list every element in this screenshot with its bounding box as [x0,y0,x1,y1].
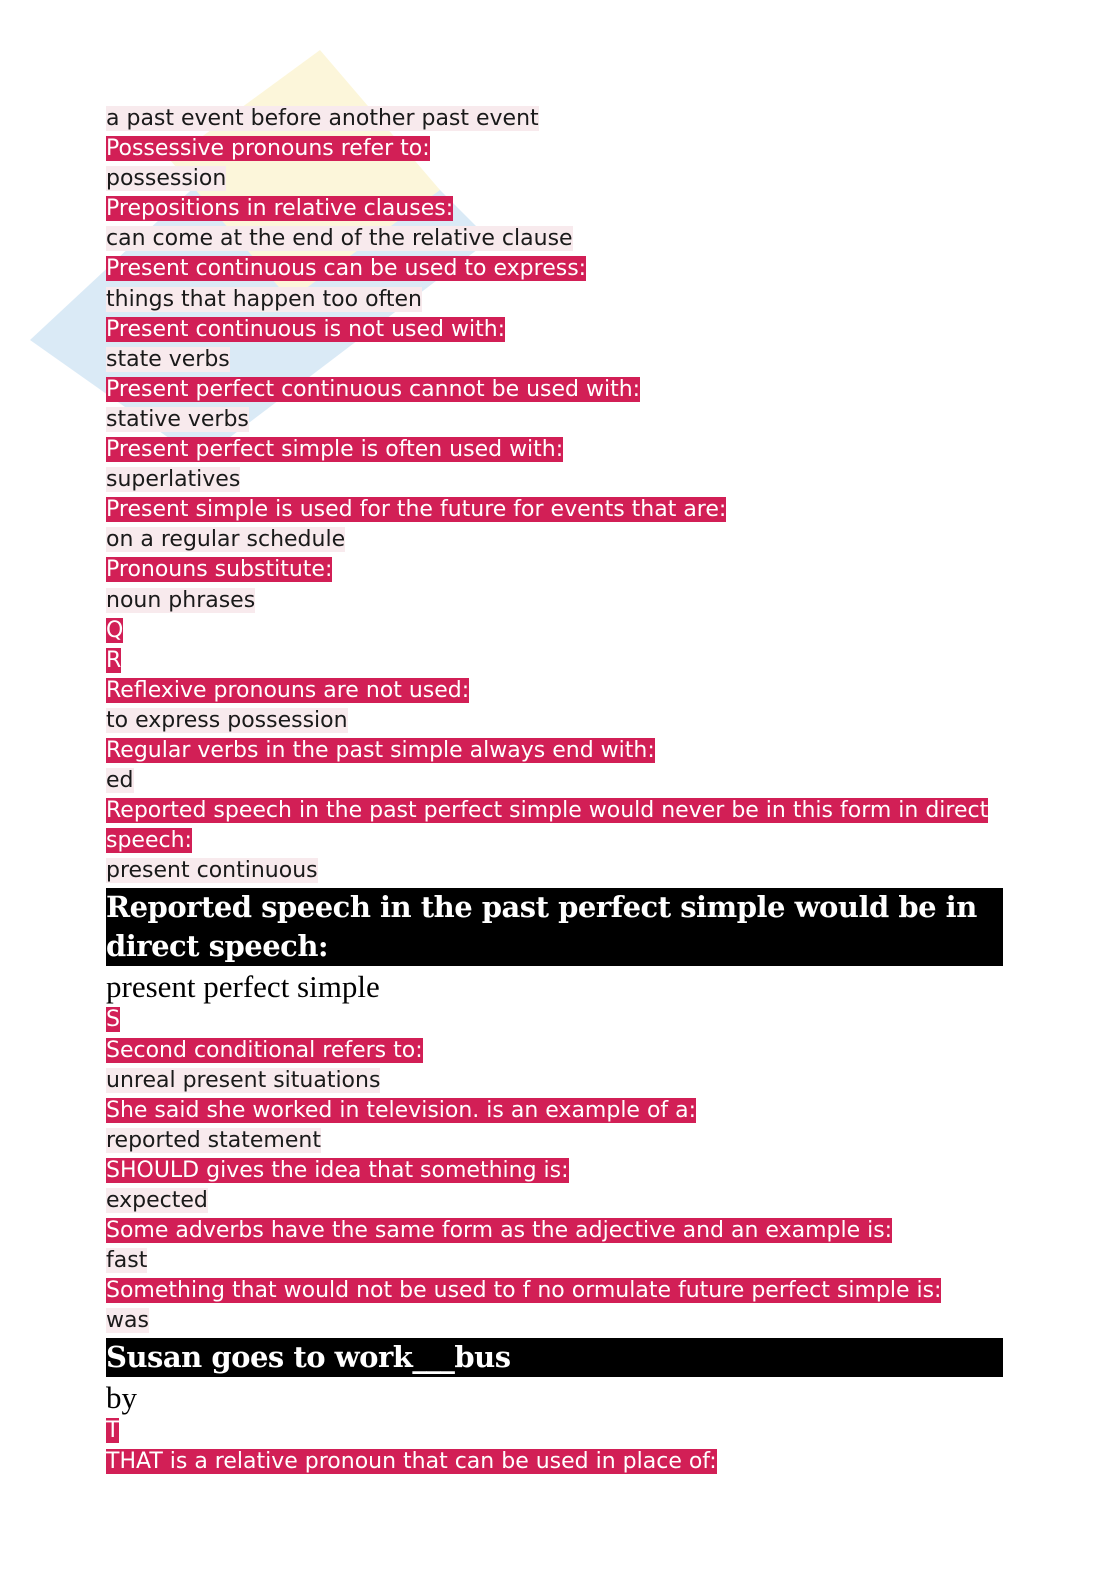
bold-answer-text: by [106,1380,137,1416]
answer-text-row [106,856,1016,886]
question-term: SHOULD gives the idea that something is: [106,1157,569,1183]
question-term: Second conditional refers to: [106,1037,423,1063]
answer-text: can come at the end of the relative clause [106,226,573,252]
answer-text: a past event before another past event [106,106,539,131]
question-term: Reported speech in the past perfect simple would never be in this form in direct speech: [106,798,989,854]
bold-question-heading: Reported speech in the past perfect simple would be in direct speech: [106,890,977,964]
question-term-row [106,736,1016,766]
answer-text: fast [106,1248,148,1274]
question-term-row [106,1005,1016,1035]
answer-text: on a regular schedule [106,527,346,553]
answer-text-row [106,345,1016,375]
question-term-row [106,375,1016,405]
question-term: Some adverbs have the same form as the adjective and an example is: [106,1218,893,1244]
question-term-row [106,194,1016,224]
answer-text: state verbs [106,346,230,372]
question-term: R [106,647,122,673]
bold-question-heading-row [106,1338,1003,1377]
question-term-row [106,1276,1016,1306]
bold-answer-text: present perfect simple [106,969,380,1005]
answer-text: superlatives [106,467,241,493]
question-term-row [106,1216,1016,1246]
answer-text-row [106,525,1016,555]
bold-answer-text-row [106,969,1016,1005]
answer-text: unreal present situations [106,1067,381,1093]
question-term-row [106,134,1016,164]
question-term-row [106,1416,1016,1446]
question-term: Something that would not be used to f no ormulate future perfect simple is: [106,1278,942,1304]
question-term: Prepositions in relative clauses: [106,196,454,222]
question-term-row [106,495,1016,525]
question-term: Present perfect simple is often used with: [106,437,564,463]
question-term: Present perfect continuous cannot be used with: [106,376,641,402]
answer-text: stative verbs [106,406,249,432]
question-term-row [106,555,1016,585]
question-term-row [106,1156,1016,1186]
answer-text: possession [106,166,227,192]
answer-text-row [106,285,1016,315]
answer-text-row [106,586,1016,616]
question-term: S [106,1007,120,1033]
answer-text-row [106,706,1016,736]
answer-text-row [106,1126,1016,1156]
question-term-row [106,646,1016,676]
answer-text-row [106,224,1016,254]
question-term-row [106,676,1016,706]
answer-text-row [106,465,1016,495]
bold-question-heading-row [106,888,1003,966]
question-term: Present continuous can be used to express: [106,256,587,282]
question-term-row [106,435,1016,465]
question-term-row [106,315,1016,345]
question-term: Possessive pronouns refer to: [106,136,430,162]
answer-text-row [106,1306,1016,1336]
answer-text: ed [106,768,134,794]
answer-text-row [106,1246,1016,1276]
answer-text-row [106,405,1016,435]
answer-text: noun phrases [106,587,256,613]
question-term: Reflexive pronouns are not used: [106,677,470,703]
answer-text-row [106,766,1016,796]
answer-text: present continuous [106,858,318,884]
question-term-row [106,616,1016,646]
flashcard-list [106,104,1016,1477]
question-term: Pronouns substitute: [106,557,333,583]
answer-text-row [106,1066,1016,1096]
question-term-row [106,254,1016,284]
question-term: Q [106,617,124,643]
answer-text-row [106,164,1016,194]
question-term: Present continuous is not used with: [106,316,506,342]
question-term: T [106,1418,120,1444]
answer-text: expected [106,1188,208,1213]
answer-text-row [106,1186,1016,1216]
question-term-row [106,796,1016,856]
answer-text-row [106,104,1016,134]
answer-text: to express possession [106,707,348,733]
question-term-row [106,1096,1016,1126]
question-term: Present simple is used for the future for events that are: [106,497,727,523]
bold-question-heading: Susan goes to work___bus [106,1340,511,1375]
question-term-row [106,1447,1016,1477]
answer-text: reported statement [106,1127,321,1153]
question-term: THAT is a relative pronoun that can be used in place of: [106,1448,717,1474]
question-term-row [106,1036,1016,1066]
answer-text: things that happen too often [106,286,423,312]
question-term: Regular verbs in the past simple always end with: [106,737,655,763]
answer-text: was [106,1308,149,1334]
bold-answer-text-row [106,1380,1016,1416]
question-term: She said she worked in television. is an example of a: [106,1097,697,1123]
